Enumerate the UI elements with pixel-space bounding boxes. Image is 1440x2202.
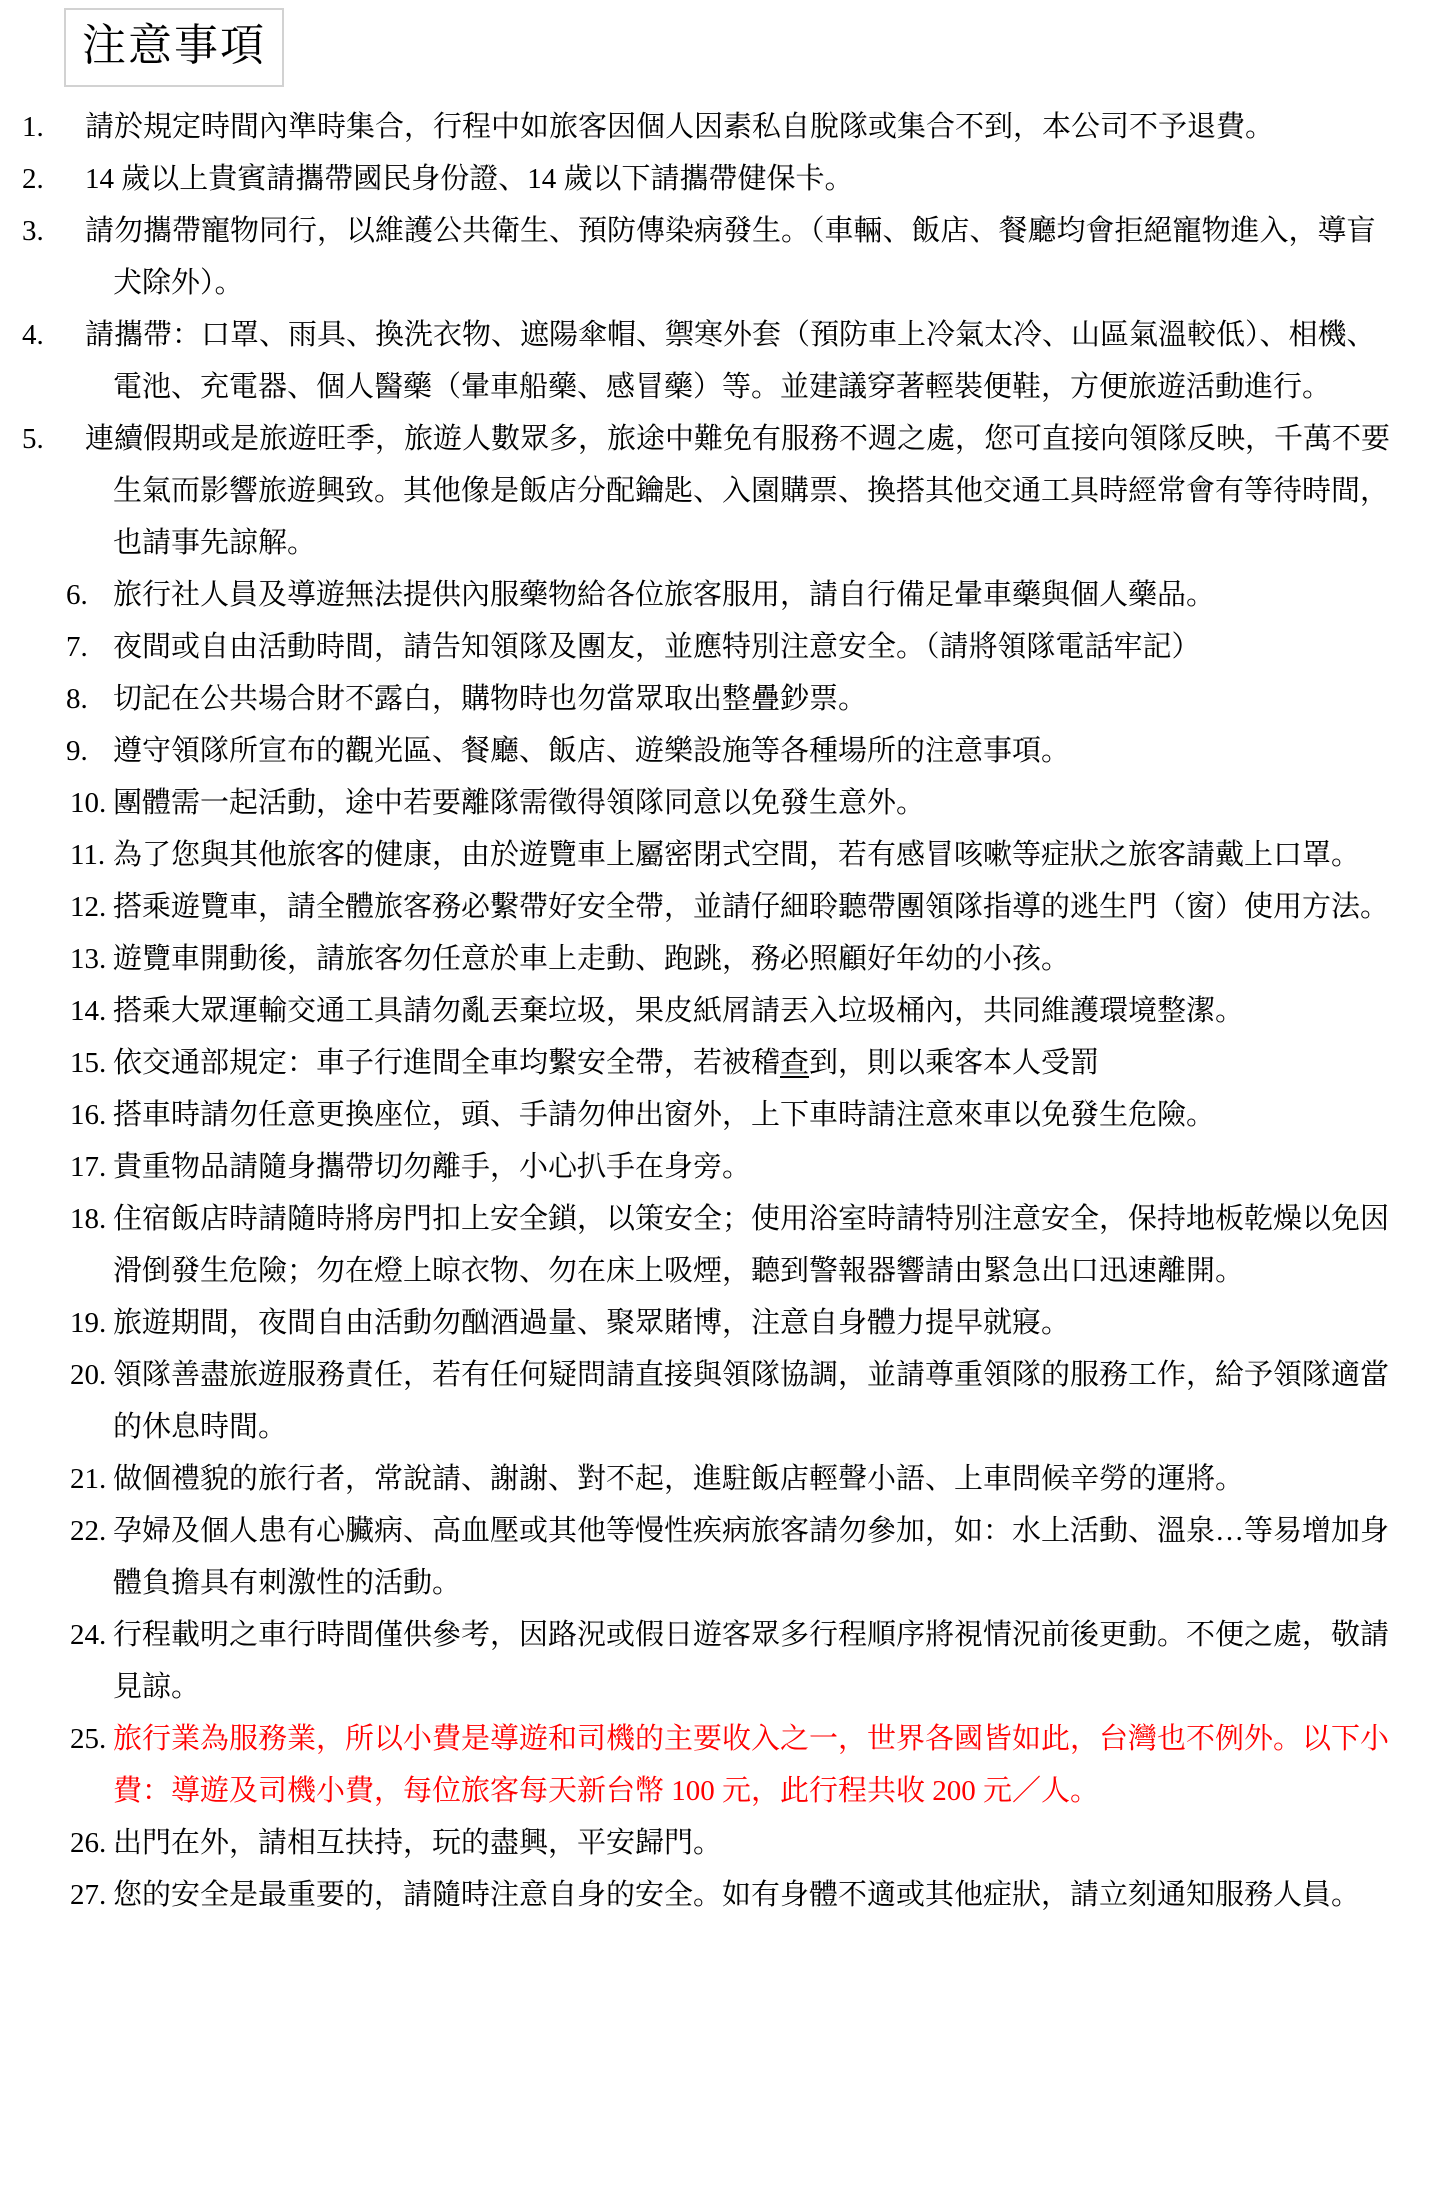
note-text: 您的安全是最重要的，請隨時注意自身的安全。如有身體不適或其他症狀，請立刻通知服務人員。: [113, 1879, 1361, 1912]
note-item-12: [0, 881, 1440, 933]
note-text: 旅遊期間，夜間自由活動勿酗酒過量、聚眾賭博，注意自身體力提早就寢。: [113, 1307, 1071, 1340]
note-text: 團體需一起活動，途中若要離隊需徵得領隊同意以免發生意外。: [113, 787, 926, 820]
page-title-text: 注意事項: [82, 21, 266, 70]
notes-list: [0, 101, 1440, 1921]
note-number: 6.: [66, 579, 88, 612]
note-item-11: [0, 829, 1440, 881]
note-text: 出門在外，請相互扶持，玩的盡興，平安歸門。: [113, 1827, 723, 1860]
note-item-5: 5. 連續假期或是旅遊旺季，旅遊人數眾多，旅途中難免有服務不週之處，您可直接向領隊反映，千萬不要生氣而影響旅遊興致。其他像是飯店分配鑰匙、入園購票、換搭其他交通工具時經常會有等待時間，也請事先諒解。: [22, 423, 1391, 560]
note-item-1: 1. 請於規定時間內準時集合，行程中如旅客因個人因素私自脫隊或集合不到，本公司不予退費。: [22, 111, 1275, 144]
note-item-25: [0, 1713, 1440, 1817]
note-text: 旅行業為服務業，所以小費是導遊和司機的主要收入之一，世界各國皆如此，台灣也不例外。以下小費：導遊及司機小費，每位旅客每天新台幣 100 元，此行程共收 200 元／人。: [113, 1723, 1390, 1808]
note-item-6: [0, 569, 1440, 621]
note-text: 行程載明之車行時間僅供參考，因路況或假日遊客眾多行程順序將視情況前後更動。不便之處，敬請見諒。: [113, 1619, 1390, 1704]
note-item-24: [0, 1609, 1440, 1713]
note-number: 12.: [70, 891, 107, 924]
note-item-16: [0, 1089, 1440, 1141]
note-number: 15.: [70, 1047, 107, 1080]
note-text: 領隊善盡旅遊服務責任，若有任何疑問請直接與領隊協調，並請尊重領隊的服務工作，給予領隊適當的休息時間。: [113, 1359, 1390, 1444]
note-text: 連續假期或是旅遊旺季，旅遊人數眾多，旅途中難免有服務不週之處，您可直接向領隊反映，千萬不要生氣而影響旅遊興致。其他像是飯店分配鑰匙、入園購票、換搭其他交通工具時經常會有等待時間，也請事先諒解。: [85, 423, 1391, 560]
note-item-2: 2. 14 歲以上貴賓請攜帶國民身份證、14 歲以下請攜帶健保卡。: [22, 163, 854, 196]
note-item-4: 4. 請攜帶：口罩、雨具、換洗衣物、遮陽傘帽、禦寒外套（預防車上冷氣太冷、山區氣溫較低）、相機、電池、充電器、個人醫藥（暈車船藥、感冒藥）等。並建議穿著輕裝便鞋，方便旅遊活動進行。: [22, 319, 1376, 404]
note-item-15: [0, 1037, 1440, 1089]
note-item-20: [0, 1349, 1440, 1453]
note-number: 24.: [70, 1619, 107, 1652]
note-text: 孕婦及個人患有心臟病、高血壓或其他等慢性疾病旅客請勿參加，如：水上活動、溫泉…等易增加身體負擔具有刺激性的活動。: [113, 1515, 1390, 1600]
note-text: 依交通部規定：車子行進間全車均繫安全帶，若被稽查到，則以乘客本人受罰: [113, 1047, 1100, 1080]
note-item-26: [0, 1817, 1440, 1869]
note-item-17: [0, 1141, 1440, 1193]
page-title: [64, 8, 284, 87]
note-item-14: [0, 985, 1440, 1037]
note-number: 18.: [70, 1203, 107, 1236]
note-text: 住宿飯店時請隨時將房門扣上安全鎖，以策安全；使用浴室時請特別注意安全，保持地板乾燥以免因滑倒發生危險；勿在燈上晾衣物、勿在床上吸煙，聽到警報器響請由緊急出口迅速離開。: [113, 1203, 1390, 1288]
note-number: 13.: [70, 943, 107, 976]
note-text: 為了您與其他旅客的健康，由於遊覽車上屬密閉式空間，若有感冒咳嗽等症狀之旅客請戴上口罩。: [113, 839, 1361, 872]
note-text: 做個禮貌的旅行者，常說請、謝謝、對不起，進駐飯店輕聲小語、上車問候辛勞的運將。: [113, 1463, 1245, 1496]
note-number: 7.: [66, 631, 88, 664]
note-number: 14.: [70, 995, 107, 1028]
note-item-13: [0, 933, 1440, 985]
note-number: 22.: [70, 1515, 107, 1548]
note-item-9: [0, 725, 1440, 777]
note-number: 9.: [66, 735, 88, 768]
note-item-22: [0, 1505, 1440, 1609]
note-item-7: [0, 621, 1440, 673]
note-item-18: [0, 1193, 1440, 1297]
note-number: 26.: [70, 1827, 107, 1860]
note-text: 請勿攜帶寵物同行，以維護公共衛生、預防傳染病發生。（車輛、飯店、餐廳均會拒絕寵物進入，導盲犬除外）。: [85, 215, 1376, 300]
note-text: 請攜帶：口罩、雨具、換洗衣物、遮陽傘帽、禦寒外套（預防車上冷氣太冷、山區氣溫較低）、相機、電池、充電器、個人醫藥（暈車船藥、感冒藥）等。並建議穿著輕裝便鞋，方便旅遊活動進行。: [85, 319, 1376, 404]
note-item-27: [0, 1869, 1440, 1921]
note-text: 14 歲以上貴賓請攜帶國民身份證、14 歲以下請攜帶健保卡。: [85, 163, 854, 196]
note-number: 17.: [70, 1151, 107, 1184]
note-text: 搭乘遊覽車，請全體旅客務必繫帶好安全帶，並請仔細聆聽帶團領隊指導的逃生門（窗）使用方法。: [113, 891, 1390, 924]
note-text: 切記在公共場合財不露白，購物時也勿當眾取出整疊鈔票。: [113, 683, 868, 716]
note-number: 11.: [70, 839, 106, 872]
note-item-19: [0, 1297, 1440, 1349]
note-number: 20.: [70, 1359, 107, 1392]
note-text: 遊覽車開動後，請旅客勿任意於車上走動、跑跳，務必照顧好年幼的小孩。: [113, 943, 1071, 976]
note-number: 21.: [70, 1463, 107, 1496]
note-item-3: 3. 請勿攜帶寵物同行，以維護公共衛生、預防傳染病發生。（車輛、飯店、餐廳均會拒絕寵物進入，導盲犬除外）。: [22, 215, 1376, 300]
note-number: 25.: [70, 1723, 107, 1756]
note-text: 旅行社人員及導遊無法提供內服藥物給各位旅客服用，請自行備足暈車藥與個人藥品。: [113, 579, 1216, 612]
note-text: 貴重物品請隨身攜帶切勿離手，小心扒手在身旁。: [113, 1151, 752, 1184]
note-item-8: [0, 673, 1440, 725]
note-item-10: [0, 777, 1440, 829]
note-number: 19.: [70, 1307, 107, 1340]
note-number: 16.: [70, 1099, 107, 1132]
note-item-21: [0, 1453, 1440, 1505]
note-number: 27.: [70, 1879, 107, 1912]
note-text: 請於規定時間內準時集合，行程中如旅客因個人因素私自脫隊或集合不到，本公司不予退費。: [85, 111, 1275, 144]
note-number: 8.: [66, 683, 88, 716]
note-number: 10.: [70, 787, 107, 820]
note-text: 夜間或自由活動時間，請告知領隊及團友，並應特別注意安全。（請將領隊電話牢記）: [113, 631, 1201, 664]
note-text: 搭乘大眾運輸交通工具請勿亂丟棄垃圾，果皮紙屑請丟入垃圾桶內，共同維護環境整潔。: [113, 995, 1245, 1028]
note-text: 遵守領隊所宣布的觀光區、餐廳、飯店、遊樂設施等各種場所的注意事項。: [113, 735, 1071, 768]
note-text: 搭車時請勿任意更換座位，頭、手請勿伸出窗外，上下車時請注意來車以免發生危險。: [113, 1099, 1216, 1132]
